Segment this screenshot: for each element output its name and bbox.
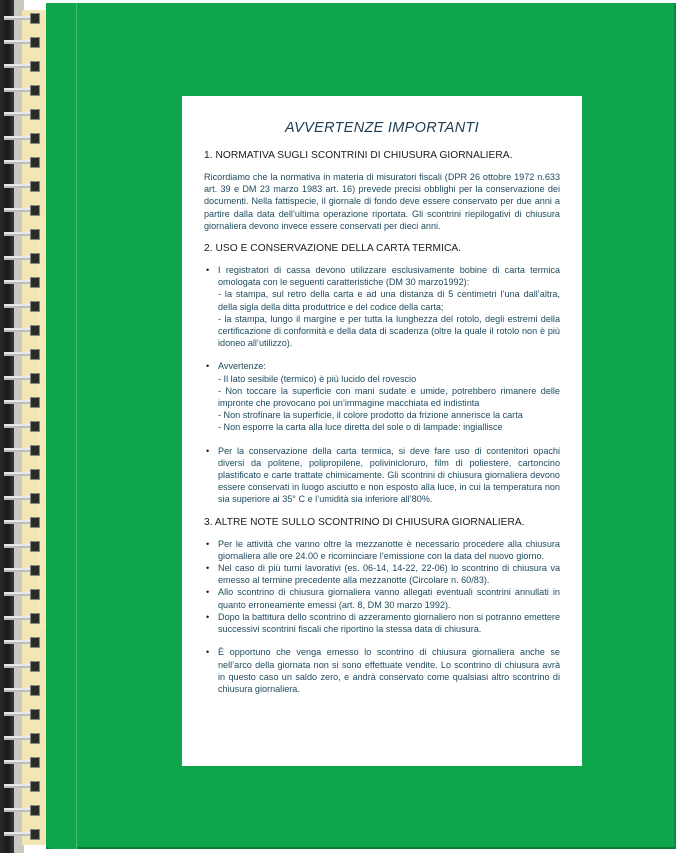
list-item-line: - Non strofinare la superficie, il colore prodotto da frizione annerisce la carta	[218, 410, 523, 421]
section-3-list	[204, 538, 560, 695]
list-item-line: - la stampa, sul retro della carta e ad una distanza di 5 centimetri l’una dall’altra, della sigla della ditta produttrice e del codice della carta;	[218, 289, 560, 312]
spiral-ring-icon	[4, 542, 42, 551]
bullet-icon: •	[206, 445, 210, 456]
list-item-intro: I registratori di cassa devono utilizzare esclusivamente bobine di carta termica omologata con le seguenti caratteristiche (DM 30 marzo1992):	[218, 265, 560, 288]
warning-panel	[182, 96, 582, 766]
spiral-ring-icon	[4, 494, 42, 503]
spiral-ring-icon	[4, 566, 42, 575]
bullet-icon: •	[206, 587, 210, 598]
green-cover-tab-bottom	[46, 625, 78, 849]
spiral-ring-icon	[4, 158, 42, 167]
green-cover-tab-top	[46, 3, 78, 225]
list-item	[204, 562, 560, 586]
spiral-ring-icon	[4, 38, 42, 47]
spiral-ring-icon	[4, 230, 42, 239]
list-item	[204, 611, 560, 635]
list-item	[204, 445, 560, 506]
list-item-line: - Non esporre la carta alla luce diretta del sole o di lampade: ingiallisce	[218, 422, 503, 433]
spiral-ring-icon	[4, 374, 42, 383]
spiral-ring-icon	[4, 254, 42, 263]
spiral-ring-icon	[4, 758, 42, 767]
spiral-ring-icon	[4, 614, 42, 623]
list-item-line: - la stampa, lungo il margine e per tutta la lunghezza del rotolo, degli estremi della certificazione di conformità e della data di scadenza (oltre la quale il rotolo non è più idoneo all’utilizzo).	[218, 313, 560, 349]
spiral-ring-icon	[4, 14, 42, 23]
section-2-heading: 2. USO E CONSERVAZIONE DELLA CARTA TERMICA.	[204, 243, 462, 255]
bullet-icon: •	[206, 538, 210, 549]
spiral-ring-icon	[4, 110, 42, 119]
spiral-rings	[0, 0, 44, 853]
bullet-icon: •	[206, 647, 210, 658]
spiral-ring-icon	[4, 782, 42, 791]
list-item-line: - Il lato sesibile (termico) è più lucido del rovescio	[218, 373, 417, 384]
spiral-ring-icon	[4, 278, 42, 287]
spiral-ring-icon	[4, 62, 42, 71]
bullet-icon: •	[206, 361, 210, 372]
spiral-ring-icon	[4, 422, 42, 431]
spiral-ring-icon	[4, 326, 42, 335]
list-item	[204, 264, 560, 349]
spiral-ring-icon	[4, 134, 42, 143]
spiral-ring-icon	[4, 182, 42, 191]
list-item-text: Dopo la battitura dello scontrino di azzeramento giornaliero non si potranno emettere successivi scontrini fiscali che riportino la stessa data di chiusura.	[218, 611, 560, 635]
spiral-ring-icon	[4, 350, 42, 359]
bullet-icon: •	[206, 611, 210, 622]
section-1-paragraph: Ricordiamo che la normativa in materia di misuratori fiscali (DPR 26 ottobre 1972 n.633 art. 39 e DM 23 marzo 1983 art. 16) prevede precisi obblighi per la conservazione dei documenti. Nella fattispecie, il giornale di fondo deve essere conservato per due anni a partire dalla data dell’ultima operazione riportata. Gli scontrini riepilogativi di chiusura giornaliera devono invece essere conservati per dieci anni.	[204, 172, 560, 231]
bullet-icon: •	[206, 265, 210, 276]
list-item-text: Nel caso di più turni lavorativi (es. 06-14, 14-22, 22-06) lo scontrino di chiusura va emesso al termine precedente alla mezzanotte (Circolare n. 60/83).	[218, 563, 560, 586]
section-2-list	[204, 264, 560, 506]
list-item-intro: Avvertenze:	[218, 361, 266, 372]
list-item	[204, 538, 560, 562]
spiral-ring-icon	[4, 590, 42, 599]
spiral-ring-icon	[4, 734, 42, 743]
list-item-line: - Non toccare la superficie con mani sudate e umide, potrebbero rimanere delle impronte che provocano poi un’immagine macchiata ed indistinta	[218, 385, 560, 409]
spiral-ring-icon	[4, 398, 42, 407]
spiral-ring-icon	[4, 830, 42, 839]
spiral-ring-icon	[4, 446, 42, 455]
spiral-ring-icon	[4, 806, 42, 815]
spiral-ring-icon	[4, 662, 42, 671]
spiral-ring-icon	[4, 638, 42, 647]
section-3-heading: 3. ALTRE NOTE SULLO SCONTRINO DI CHIUSURA GIORNALIERA.	[204, 516, 525, 528]
spiral-ring-icon	[4, 710, 42, 719]
spiral-ring-icon	[4, 518, 42, 527]
list-item	[204, 586, 560, 610]
list-item-text: Per le attività che vanno oltre la mezzanotte è necessario procedere alla chiusura giornaliera alle ore 24.00 e ricominciare l’emissione con la data del nuovo giorno.	[218, 538, 560, 561]
list-item-text: È opportuno che venga emesso lo scontrino di chiusura giornaliera anche se nell’arco della giornata non si sono effettuate vendite. Lo scontrino di chiusura avrà in questo caso un saldo zero, e andrà conservato come qualsiasi altro scontrino di chiusura giornaliera.	[218, 647, 560, 694]
section-1-heading: 1. NORMATIVA SUGLI SCONTRINI DI CHIUSURA GIORNALIERA.	[204, 150, 513, 161]
spiral-ring-icon	[4, 206, 42, 215]
spiral-ring-icon	[4, 86, 42, 95]
list-item	[204, 360, 560, 433]
list-item-text: Allo scontrino di chiusura giornaliera vanno allegati eventuali scontrini annullati in quanto erroneamente emessi (art. 8, DM 30 marzo 1992).	[218, 587, 560, 610]
bullet-icon: •	[206, 563, 210, 574]
spiral-ring-icon	[4, 686, 42, 695]
spiral-ring-icon	[4, 302, 42, 311]
list-item-intro: Per la conservazione della carta termica, si deve fare uso di contenitori opachi diversi da politene, polipropilene, polivinicloruro, film di poliestere, cartoncino plastificato e carte trattate chimicamente. Gli scontrini di chiusura giornaliera devono essere conservati in luogo asciutto e non esposto alla luce, in cui la temperatura non sia superiore ai 35° C e l’umidità sia inferiore all’80%.	[218, 445, 560, 505]
spiral-ring-icon	[4, 470, 42, 479]
cover-fold-line	[76, 3, 77, 849]
page-title: AVVERTENZE IMPORTANTI	[284, 120, 480, 136]
list-item	[204, 646, 560, 695]
